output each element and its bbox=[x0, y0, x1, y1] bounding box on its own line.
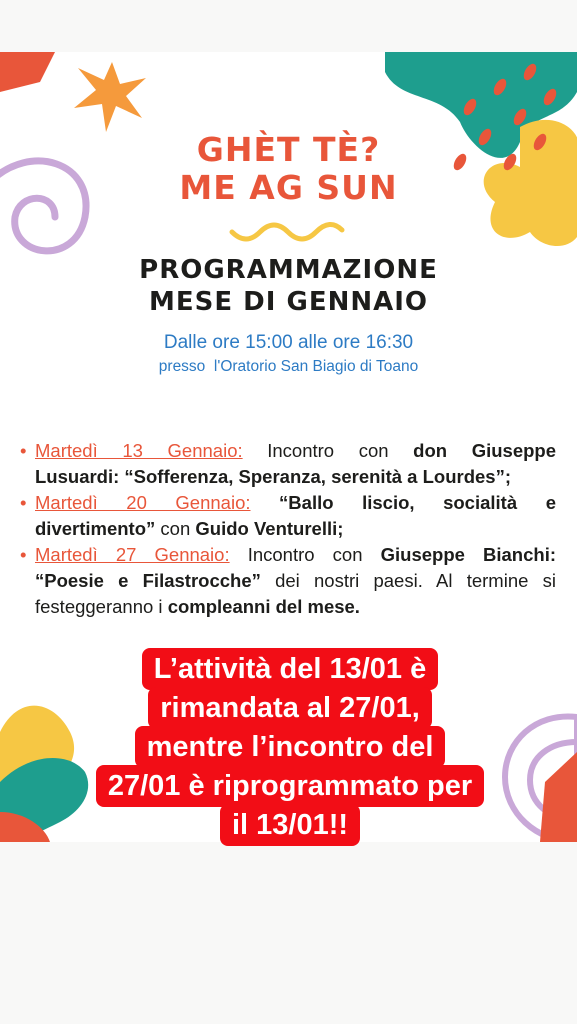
event-title-cont: divertimento” bbox=[35, 518, 156, 539]
title-line-1: GHÈT TÈ? bbox=[196, 130, 381, 169]
notice-box bbox=[58, 651, 522, 846]
event-text: dei nostri paesi. bbox=[260, 570, 423, 591]
schedule-time: Dalle ore 15:00 alle ore 16:30 bbox=[163, 332, 414, 353]
heading-line-2: MESE DI GENNAIO bbox=[149, 287, 428, 317]
event-date: Martedì 20 Gennaio: bbox=[35, 492, 251, 513]
event-guest: Giuseppe Bianchi: bbox=[380, 544, 556, 565]
notice-line-3: mentre l’incontro del bbox=[135, 726, 446, 768]
event-text: Al termine si bbox=[422, 570, 556, 591]
notice-line-4: 27/01 è riprogrammato per bbox=[96, 765, 484, 807]
event-title: “Ballo liscio, socialità e bbox=[250, 492, 556, 513]
event-item bbox=[20, 542, 556, 620]
notice-line-2: rimandata al 27/01, bbox=[148, 687, 432, 729]
event-title: Lusuardi: “Sofferenza, Speranza, serenità a Lourdes”; bbox=[35, 466, 511, 487]
notice-line-5: il 13/01!! bbox=[220, 804, 360, 846]
event-date: Martedì 27 Gennaio: bbox=[35, 544, 230, 565]
heading-line-1: PROGRAMMAZIONE bbox=[139, 255, 438, 285]
bullet-icon: • bbox=[20, 440, 27, 461]
bullet-icon: • bbox=[20, 492, 27, 513]
event-text: Incontro con bbox=[229, 544, 381, 565]
event-title: “Poesie e Filastrocche” bbox=[35, 570, 261, 591]
event-date: Martedì 13 Gennaio: bbox=[35, 440, 243, 461]
event-item bbox=[20, 490, 556, 542]
event-guest: Guido Venturelli; bbox=[195, 518, 344, 539]
event-text: Incontro con bbox=[242, 440, 414, 461]
event-text: festeggeranno i bbox=[35, 596, 168, 617]
yellow-squiggle-shape bbox=[232, 224, 342, 239]
bullet-icon: • bbox=[20, 544, 27, 565]
notice-line-1: L’attività del 13/01 è bbox=[142, 648, 438, 690]
event-highlight: compleanni del mese. bbox=[167, 596, 360, 617]
orange-bottom-right-shape bbox=[540, 752, 577, 842]
event-text: con bbox=[155, 518, 196, 539]
orange-leaf-shape bbox=[0, 52, 55, 92]
events-list bbox=[20, 438, 556, 620]
orange-starburst-shape bbox=[74, 62, 146, 132]
event-item bbox=[20, 438, 556, 490]
schedule-place: presso l'Oratorio San Biagio di Toano bbox=[158, 358, 419, 375]
title-line-2: ME AG SUN bbox=[179, 168, 398, 207]
event-guest: don Giuseppe bbox=[413, 440, 556, 461]
